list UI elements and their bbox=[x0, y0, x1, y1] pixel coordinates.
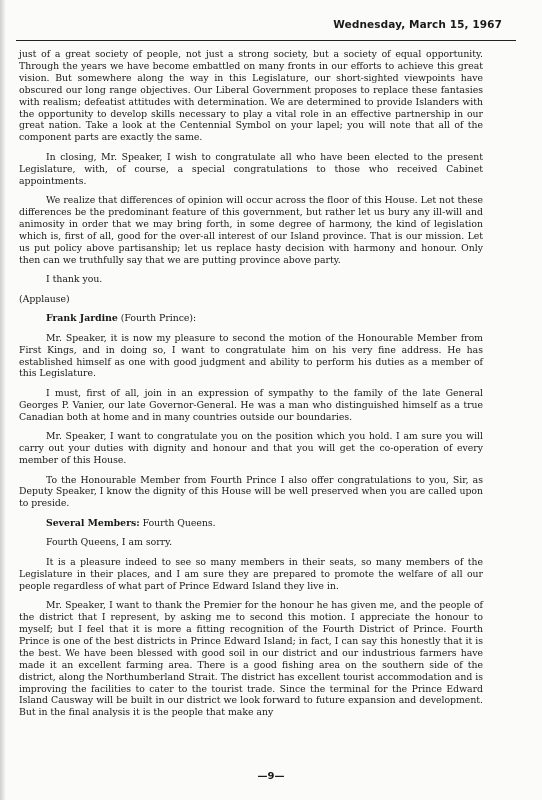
paragraph-applause: (Applause) bbox=[19, 293, 70, 305]
paragraph-14: Mr. Speaker, I want to thank the Premier for the honour he has given me, and the people of the district that I represent, by asking me to second this motion. I appreciate the honour to myself; but I feel that it is more a fitting recognition of the Fourth District of Prince. Fourth Prince is one of the best districts in Prince Edward Island; in fact, I can say this honestly that it is the best. We have been blessed with good soil in our district and our industrious farmers have made it an excellent farming area. There is a good fishing area on the southern side of the district, along the Northumberland Strait. The district has excellent tourist accommodation and is improving the facilities to cater to the tourist trade. Since the terminal for the Prince Edward Island Causway will be built in our district we look forward to future expansion and development. But in the final analysis it is the people that make any bbox=[19, 600, 483, 719]
page-body bbox=[19, 49, 483, 727]
paragraph-3: We realize that differences of opinion will occur across the floor of this House. Let not these differences be the predominant feature of this government, but rather let us bury any ill-will and animosity in order that we may bring forth, in some degree of harmony, the kind of legislation which is, first of all, good for the over-all interest of our Island province. That is our mission. Let us put policy above partisanship; let us replace hasty decision with harmony and honour. Only then can we truthfully say that we are putting province above party. bbox=[19, 195, 483, 266]
paragraph-1: just of a great society of people, not just a strong society, but a society of equal opportunity. Through the years we have become embattled on many fronts in our efforts to achieve this great vision. But somewhere along the way in this Legislature, our short-sighted viewpoints have obscured our long range objectives. Our Liberal Government proposes to replace these fantasies with realism; defeatist attitudes with determination. We are determined to provide Islanders with the opportunity to develop skills necessary to play a vital role in an effective partnership in our great nation. Take a look at the Centennial Symbol on your lapel; you will note that all of the component parts are exactly the same. bbox=[19, 49, 483, 144]
speaker-name: Frank Jardine bbox=[46, 313, 118, 325]
speaker-heading-several-members bbox=[19, 518, 483, 530]
paragraph-12: Fourth Queens, I am sorry. bbox=[46, 537, 173, 549]
speaker-heading-frank-jardine bbox=[19, 313, 483, 325]
speaker-interjection: Fourth Queens. bbox=[139, 517, 216, 529]
page-binding-edge bbox=[0, 0, 6, 800]
paragraph-4: I thank you. bbox=[46, 274, 103, 286]
page-number: —9— bbox=[257, 771, 285, 782]
paragraph-13: It is a pleasure indeed to see so many members in their seats, so many members of the Legislature in their places, and I am sure they are prepared to promote the welfare of all our people regardless of what part of Prince Edward Island they live in. bbox=[19, 556, 483, 592]
header-rule bbox=[16, 40, 516, 41]
page-header-date: Wednesday, March 15, 1967 bbox=[333, 19, 502, 31]
paragraph-7: Mr. Speaker, it is now my pleasure to second the motion of the Honourable Member from First Kings, and in doing so, I want to congratulate him on his very fine address. He has established himself as one with good judgment and ability to perform his duties as a member of this Legislature. bbox=[19, 332, 483, 380]
paragraph-9: Mr. Speaker, I want to congratulate you on the position which you hold. I am sure you will carry out your duties with dignity and honour and that you will get the co-operation of every member of this House. bbox=[19, 431, 483, 467]
paragraph-8: I must, first of all, join in an expression of sympathy to the family of the late General Georges P. Vanier, our late Governor-General. He was a man who distinguished himself as a true Canadian both at home and in many countries outside our boundaries. bbox=[19, 387, 483, 423]
speaker-name: Several Members: bbox=[46, 517, 140, 529]
speaker-riding: (Fourth Prince): bbox=[117, 313, 197, 325]
paragraph-10: To the Honourable Member from Fourth Prince I also offer congratulations to you, Sir, as Deputy Speaker, I know the dignity of this House will be well preserved when you are called upon to preside. bbox=[19, 474, 483, 510]
paragraph-2: In closing, Mr. Speaker, I wish to congratulate all who have been elected to the present Legislature, with, of course, a special congratulations to those who received Cabinet appointments. bbox=[19, 151, 483, 187]
